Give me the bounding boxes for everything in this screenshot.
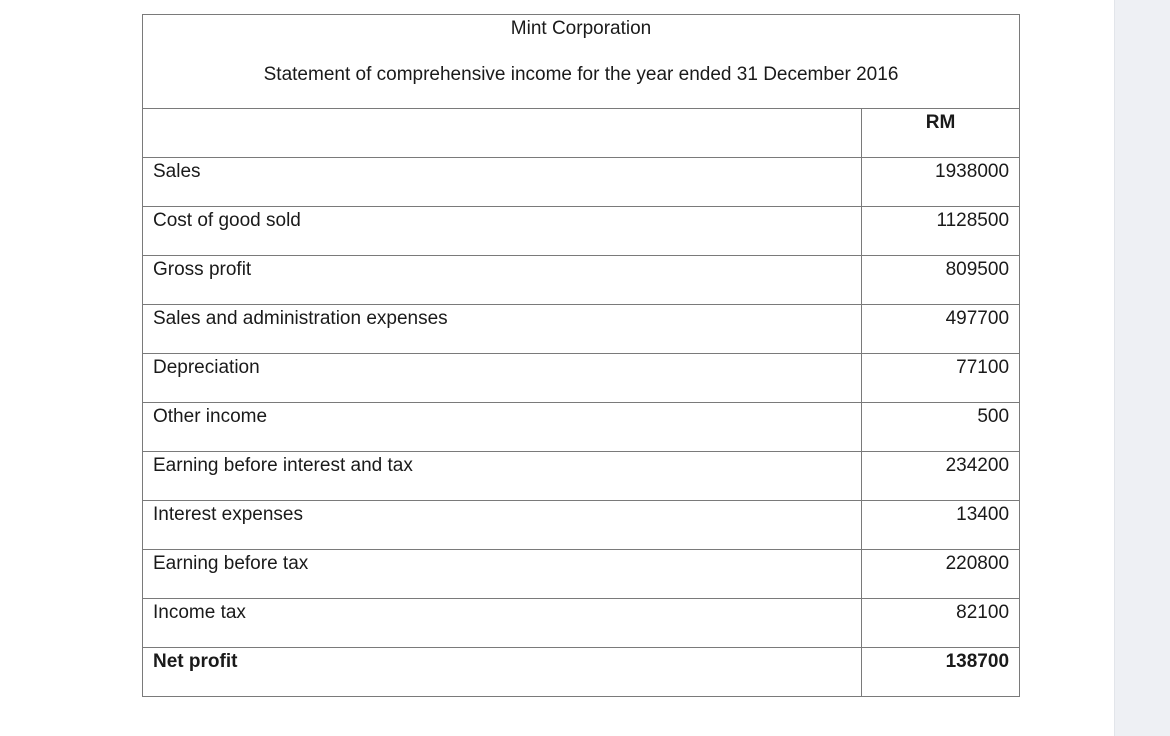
- title-cell: [143, 15, 1020, 109]
- table-row: [143, 550, 1020, 599]
- row-label: Sales: [143, 158, 862, 207]
- table-row: [143, 452, 1020, 501]
- table-row: [143, 256, 1020, 305]
- currency-header: RM: [862, 109, 1020, 158]
- row-value: 82100: [862, 599, 1020, 648]
- company-name: Mint Corporation: [510, 18, 652, 39]
- table-row: [143, 501, 1020, 550]
- viewer-side-gutter: [1114, 0, 1170, 736]
- row-label: Other income: [143, 403, 862, 452]
- table-row: [143, 403, 1020, 452]
- row-value: 497700: [862, 305, 1020, 354]
- row-value: 1938000: [862, 158, 1020, 207]
- row-value: 220800: [862, 550, 1020, 599]
- row-label: Depreciation: [143, 354, 862, 403]
- net-profit-label: Net profit: [143, 648, 862, 697]
- header-label-cell: [143, 109, 862, 158]
- row-value: 234200: [862, 452, 1020, 501]
- row-label: Gross profit: [143, 256, 862, 305]
- income-statement-table: [142, 14, 1020, 697]
- table-row: [143, 599, 1020, 648]
- row-label: Sales and administration expenses: [143, 305, 862, 354]
- statement-title: Statement of comprehensive income for the year ended 31 December 2016: [263, 64, 899, 85]
- net-profit-value: 138700: [862, 648, 1020, 697]
- table-row: [143, 305, 1020, 354]
- row-value: 13400: [862, 501, 1020, 550]
- table-row: [143, 354, 1020, 403]
- row-value: 1128500: [862, 207, 1020, 256]
- row-label: Cost of good sold: [143, 207, 862, 256]
- table-row: [143, 158, 1020, 207]
- row-value: 809500: [862, 256, 1020, 305]
- net-profit-row: [143, 648, 1020, 697]
- row-label: Earning before interest and tax: [143, 452, 862, 501]
- table-row: [143, 207, 1020, 256]
- row-label: Earning before tax: [143, 550, 862, 599]
- row-value: 500: [862, 403, 1020, 452]
- title-row: [143, 15, 1020, 109]
- row-label: Income tax: [143, 599, 862, 648]
- row-value: 77100: [862, 354, 1020, 403]
- row-label: Interest expenses: [143, 501, 862, 550]
- header-row: [143, 109, 1020, 158]
